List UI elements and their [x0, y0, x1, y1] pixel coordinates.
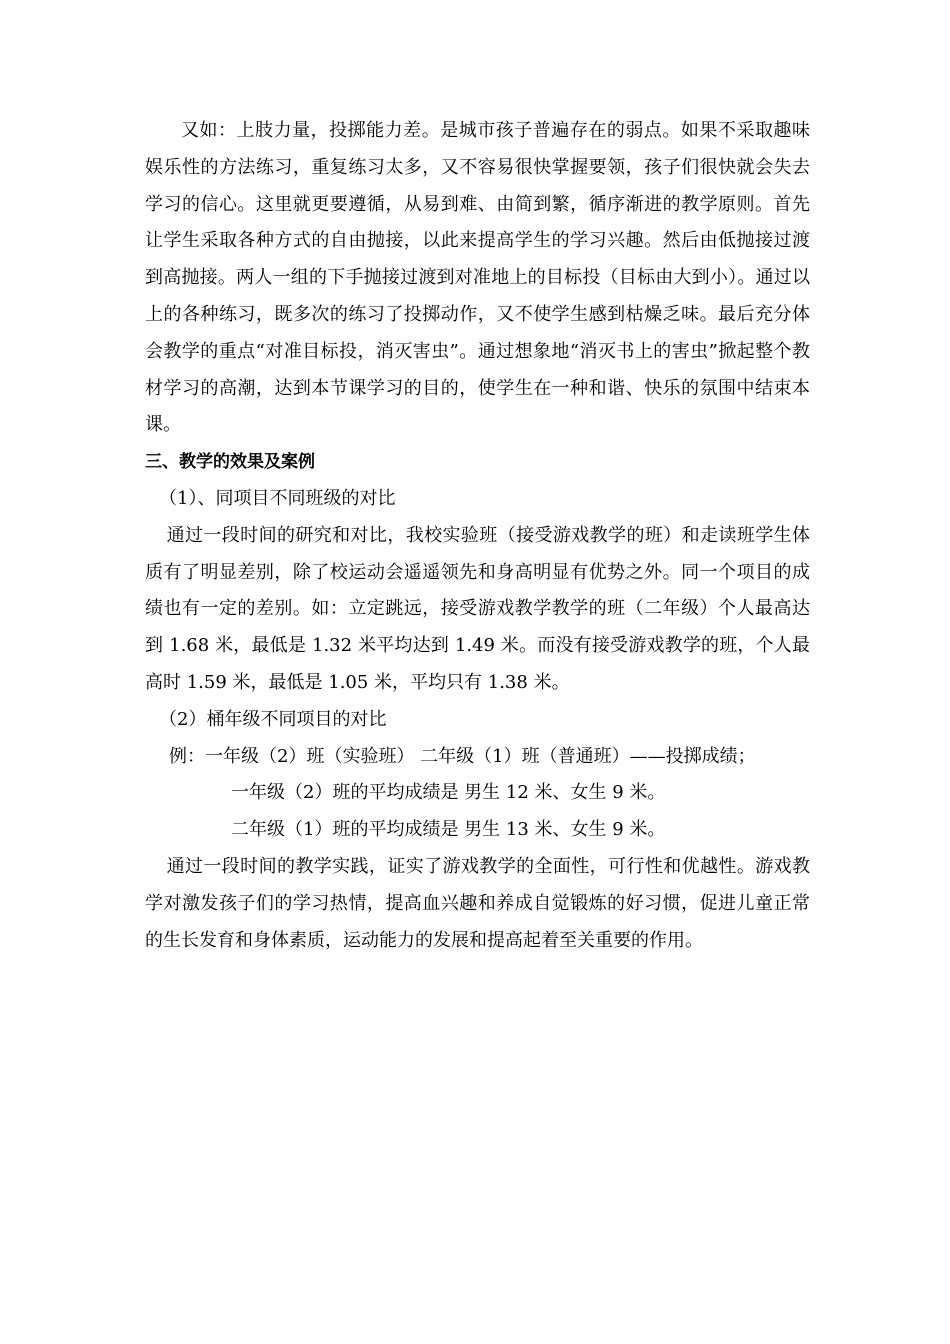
example-line: 例：一年级（2）班（实验班） 二年级（1）班（普通班）——投掷成绩；	[169, 745, 756, 767]
paragraph-throwing-practice: 又如：上肢力量，投掷能力差。是城市孩子普遍存在的弱点。如果不采取趣味娱乐性的方法练习，重复练习太多，又不容易很快掌握要领，孩子们很快就会失去学习的信心。这里就更要遵循，从易到难、由简到繁，循序渐进的教学原则。首先让学生采取各种方式的自由抛接，以此来提高学生的学习兴趣。然后由低抛接过渡到高抛接。两人一组的下手抛接过渡到对准地上的目标投（目标由大到小）。通过以上的各种练习，既多次的练习了投掷动作，又不使学生感到枯燥乏味。最后充分体会教学的重点“对准目标投，消灭害虫”。通过想象地“消灭书上的害虫”掀起整个教材学习的高潮，达到本节课学习的目的，使学生在一种和谐、快乐的氛围中结束本课。	[145, 120, 810, 436]
subsection-heading-1: （1）、同项目不同班级的对比	[159, 487, 396, 509]
section-heading: 三、教学的效果及案例	[145, 452, 315, 473]
document-page	[145, 113, 810, 959]
result-line-grade1: 一年级（2）班的平均成绩是 男生 12 米、女生 9 米。	[231, 782, 666, 804]
paragraph-conclusion: 通过一段时间的教学实践，证实了游戏教学的全面性，可行性和优越性。游戏教学对激发孩子们的学习热情，提高血兴趣和养成自觉锻炼的好习惯，促进儿童正常的生长发育和身体素质，运动能力的发展和提高起着至关重要的作用。	[145, 855, 810, 951]
subsection-heading-2: （2）桶年级不同项目的对比	[159, 708, 387, 730]
result-line-grade2: 二年级（1）班的平均成绩是 男生 13 米、女生 9 米。	[231, 819, 666, 841]
paragraph-class-comparison: 通过一段时间的研究和对比，我校实验班（接受游戏教学的班）和走读班学生体质有了明显差别，除了校运动会遥遥领先和身高明显有优势之外。同一个项目的成绩也有一定的差别。如：立定跳远，接受游戏教学教学的班（二年级）个人最高达到 1.68 米，最低是 1.32 米平均达到 1.49 米。而没有接受游戏教学的班，个人最高时 1.59 米，最低是 1.05 米，平均只有 1.38 米。	[145, 524, 810, 693]
